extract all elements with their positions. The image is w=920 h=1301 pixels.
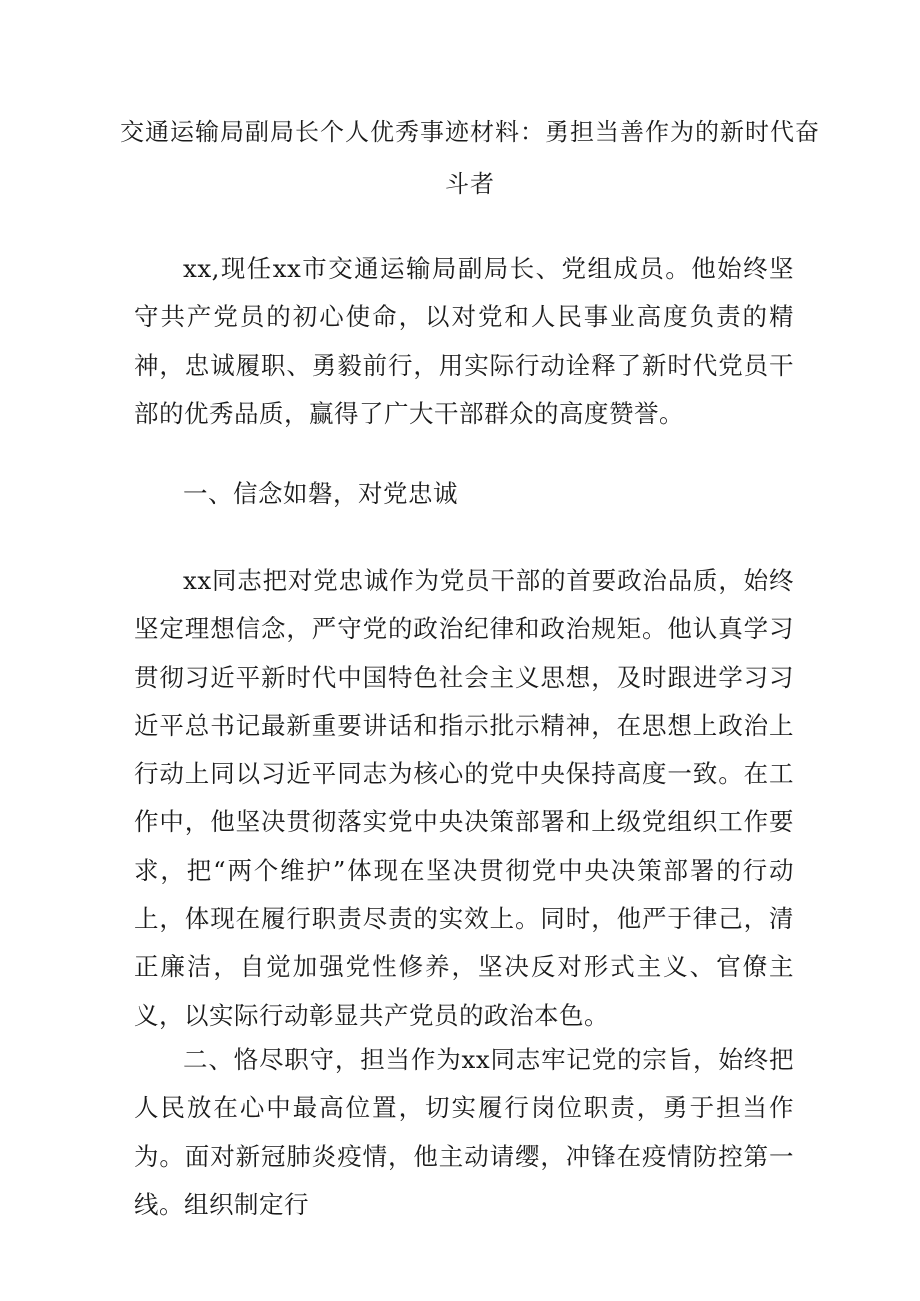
section-heading-1: 一、信念如磐，对党忠诚 xyxy=(183,479,458,508)
document-title: 交通运输局副局长个人优秀事迹材料：勇担当善作为的新时代奋斗者 xyxy=(120,118,820,198)
intro-paragraph: xx,现任xx市交通运输局副局长、党组成员。他始终坚守共产党员的初心使命，以对党和人民事业高度负责的精神，忠诚履职、勇毅前行，用实际行动诠释了新时代党员干部的优秀品质，赢得了广大干部群众的高度赞誉。 xyxy=(134,254,794,428)
section-2-paragraph: 二、恪尽职守，担当作为xx同志牢记党的宗旨，始终把人民放在心中最高位置，切实履行岗位职责，勇于担当作为。面对新冠肺炎疫情，他主动请缨，冲锋在疫情防控第一线。组织制定行 xyxy=(134,1045,794,1219)
section-1-paragraph: xx同志把对党忠诚作为党员干部的首要政治品质，始终坚定理想信念，严守党的政治纪律和政治规矩。他认真学习贯彻习近平新时代中国特色社会主义思想，及时跟进学习习近平总书记最新重要讲话和指示批示精神，在思想上政治上行动上同以习近平同志为核心的党中央保持高度一致。在工作中，他坚决贯彻落实党中央决策部署和上级党组织工作要求，把“两个维护”体现在坚决贯彻党中央决策部署的行动上，体现在履行职责尽责的实效上。同时，他严于律己，清正廉洁，自觉加强党性修养，坚决反对形式主义、官僚主义，以实际行动彰显共产党员的政治本色。 xyxy=(134,566,794,1030)
